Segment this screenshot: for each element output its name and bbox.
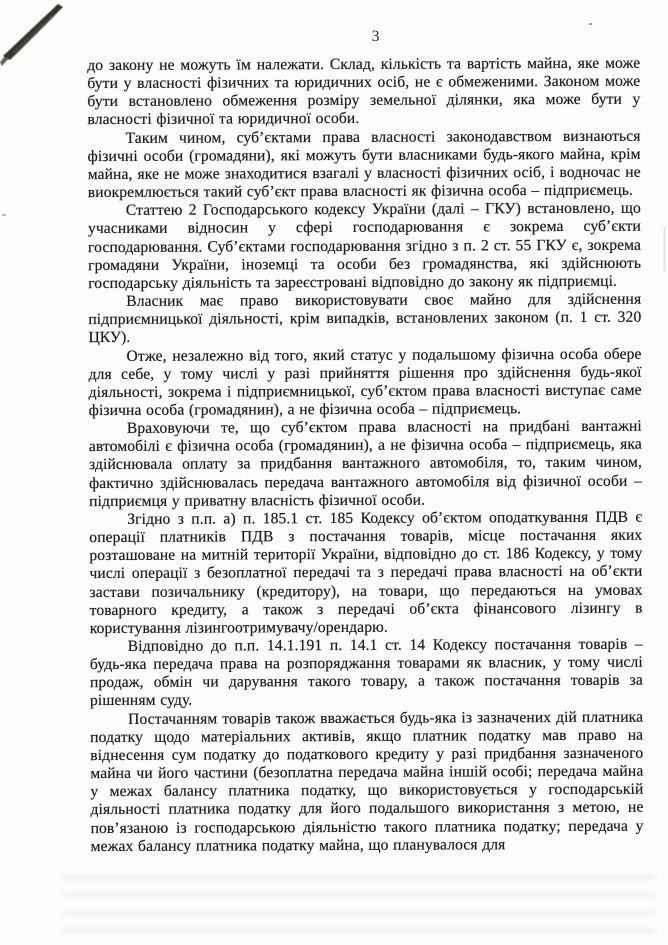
- paragraph: Статтею 2 Господарського кодексу України (далі – ГКУ) встановлено, що учасниками відносин у сфері господарювання є зокрема суб’єкти господарювання. Суб’єктами господарювання згідно з п. 2 ст. 55 ГКУ є, зокрема громадяни України, іноземці та особи без громадянства, які здійснюють господарську діяльність та зареєстровані відповідно до закону як підприємці.: [87, 199, 642, 292]
- bleed-line: [62, 892, 656, 898]
- paragraph: Власник має право використовувати своє майно для здійснення підприємницької діяльності, крім випадків, встановлених законом (п. 1 ст. 320 ЦКУ).: [88, 290, 642, 347]
- scan-edge-artifact: [664, 226, 666, 272]
- bleed-line: [62, 910, 656, 916]
- paragraph: Відповідно до п.п. 14.1.191 п. 14.1 ст. 14 Кодексу постачання товарів – будь-яка передача права на розпоряджання товарами як власник, у тому числі продаж, обмін чи дарування такого товару, а також постачання товарів за рішенням суду.: [89, 635, 643, 710]
- reverse-side-bleed-through: [62, 874, 656, 945]
- paragraph: Таким чином, суб’єктами права власності законодавством визнаються фізичні особи (громадяни), які можуть бути власниками будь-якого майна, крім майна, яке не може знаходитися взагалі у власності фізичних осіб, і водночас не виокремлюється такий суб’єкт права власності як фізична особа – підприємець.: [87, 127, 641, 202]
- paragraph: Отже, незалежно від того, який статус у подальшому фізична особа обере для себе, у тому числі у разі прийняття рішення про здійснення будь-якої діяльності, зокрема і підприємницької, суб’єктом права власності виступає саме фізична особа (громадянин), а не фізична особа – підприємець.: [88, 345, 642, 420]
- paragraph: Постачанням товарів також вважається будь-яка із зазначених дій платника податку щодо матеріальних активів, якщо платник податку мав право на віднесення сум податку до податкового кредиту у разі придбання зазначеного майна чи його частини (безоплатна передача майна іншій особі; передача майна у межах балансу платника податку, що використовується у господарській діяльності платника податку для його подальшого використання з метою, не пов’язаною із господарською діяльністю такого платника податку; передача у межах балансу платника податку майна, що планувалося для: [90, 708, 644, 855]
- scan-speck: [2, 214, 6, 216]
- page-number: 3: [371, 27, 380, 45]
- paragraph: до закону не можуть їм належати. Склад, кількість та вартість майна, яке може бути у власності фізичних та юридичних осіб, не є обмеженими. Законом може бути встановлено обмеження розміру земельної ділянки, яка може бути у власності фізичної та юридичної особи.: [87, 54, 641, 129]
- bleed-line: [62, 874, 656, 880]
- document-body: [87, 55, 643, 856]
- paragraph: Враховуючи те, що суб’єктом права власності на придбані вантажні автомобілі є фізична особа (громадянин), а не фізична особа – підприємець, яка здійснювала оплату за придбання вантажного автомобіля, то, таким чином, фактично здійснювалась передача вантажного автомобіля від фізичної особи – підприємця у приватну власність фізичної особи.: [88, 417, 643, 510]
- bleed-line: [62, 928, 656, 934]
- document-content: [87, 26, 644, 856]
- scan-speck: [589, 23, 592, 25]
- paragraph: Згідно з п.п. а) п. 185.1 ст. 185 Кодексу об’єктом оподаткування ПДВ є операції платників ПДВ з постачання товарів, місце постачання яких розташоване на митній території України, відповідно до ст. 186 Кодексу, у тому числі операції з безоплатної передачі та з передачі права власності на об’єкти застави позичальнику (кредитору), на товари, що передаються на умовах товарного кредиту, а також з передачі об’єкта фінансового лізингу в користування лізингоотримувачу/орендарю.: [89, 508, 643, 637]
